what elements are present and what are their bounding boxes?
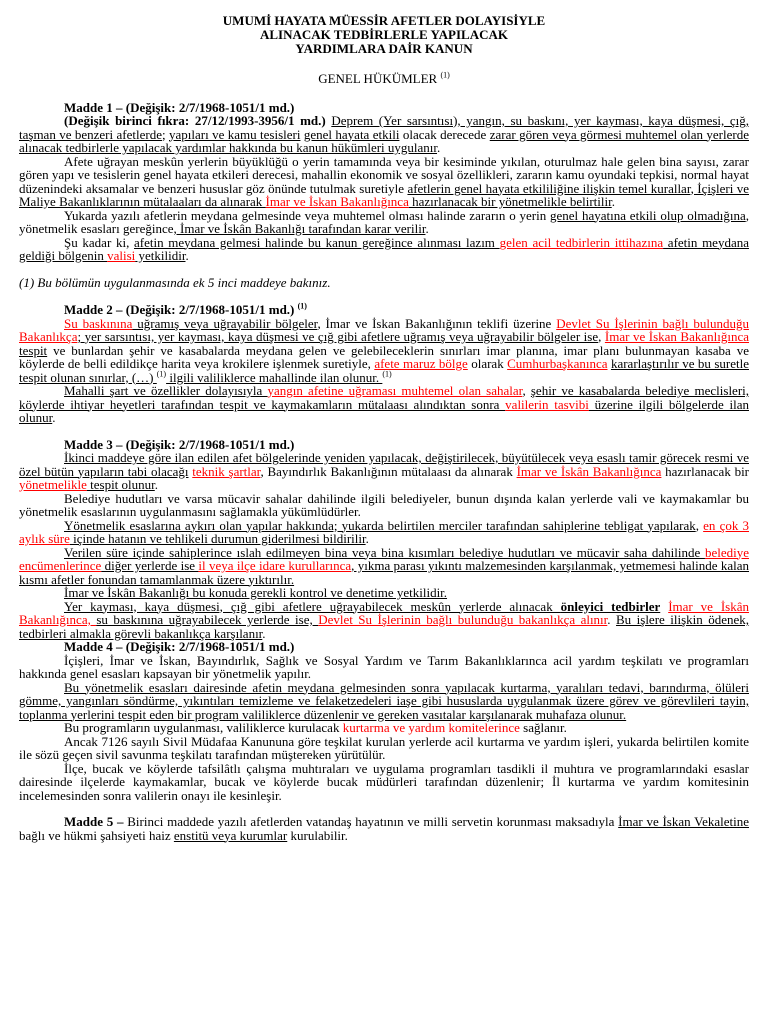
text-run: yer sarsıntısı, yer kayması, kaya düşmesi ve çığ gibi afetlere uğramış veya uğrayabilir bölgeler ise xyxy=(84,329,599,344)
text-run: önleyici tedbirler xyxy=(560,598,661,614)
text-run: hazırlanacak bir yönetmelikle belirtilir xyxy=(408,194,612,209)
article-3-paragraph-6 xyxy=(19,600,749,641)
text-run: en çok 3 aylık süre xyxy=(19,517,749,546)
text-run: İlçe, bucak ve köylerde tafsilâtlı çalışma muhtıraları ve uygulama programları tasdikli il muhtıra ve programlarındaki esaslar dairesinde ilçelerde kaymakamlar, bucak ve köylerde bucak müdürleri tarafından düzenlenir; İl kurtarma ve yardım komitesinin incelemesinden sonra valilerin onayı ile kesinleşir. xyxy=(19,760,749,803)
article-3-heading: Madde 3 – (Değişik: 2/7/1968-1051/1 md.) xyxy=(64,436,295,452)
text-run: teknik şartlar xyxy=(192,463,261,479)
article-1-paragraph-4 xyxy=(19,236,749,263)
section-heading-footnote-mark: (1) xyxy=(440,70,450,80)
text-run: İmar ve İskan Bakanlığınca xyxy=(604,329,749,344)
law-title xyxy=(19,14,749,56)
text-run: Bu programların uygulanması, valiliklerce kurulacak xyxy=(64,720,343,735)
text-run: Su baskınına xyxy=(64,315,133,331)
article-2-paragraph-1 xyxy=(19,317,749,385)
text-run: İmar ve İskân Bakanlığı bu konuda gerekli kontrol ve denetime yetkilidir. xyxy=(64,585,448,600)
text-run: . xyxy=(52,410,56,425)
text-run: Mahalli şart ve özellikler dolayısıyla xyxy=(64,383,268,398)
text-run: , Bayındırlık Bakanlığının mütalaası da alınarak xyxy=(260,463,517,479)
section-heading xyxy=(19,72,749,86)
text-run: Şu kadar ki, xyxy=(64,234,135,250)
text-run: . xyxy=(611,194,615,209)
text-run: Devlet Su İşlerinin bağlı bulunduğu bakanlıkça alınır xyxy=(318,612,608,627)
text-run: gelen acil tedbirlerin ittihazına xyxy=(499,234,664,250)
text-run: Yönetmelik esaslarına aykırı olan yapılar hakkında; yukarda belirtilen merciler tarafından sahiplerine tebligat yapılarak xyxy=(64,517,696,533)
text-run: valisi xyxy=(107,248,136,263)
article-5-paragraph-1 xyxy=(19,815,749,842)
article-4-paragraph-5 xyxy=(19,762,749,803)
text-run: kurulabilir. xyxy=(287,827,348,843)
text-run: yönetmelikle xyxy=(19,477,87,492)
text-run: Cumhurbaşkanınca xyxy=(507,356,608,371)
article-1-paragraph-1 xyxy=(19,114,749,155)
text-run: diğer yerlerde ise xyxy=(101,558,199,573)
text-run: Bu yönetmelik esasları dairesinde afetin meydana gelmesinden sonra yapılacak kurtarma, yaralıları tedavi, barındırma, ölüleri gömme, yangınları söndürme, yıkıntıları temizleme ve felaketzedeleri iaşe gibi hususlarda uygulanmak üzere görev ve görevlileri tayin, toplanma yerlerini tespit eden bir program valiliklerce düzenlenir ve gereken vasıtalar karşılanarak muhafaza olunur. xyxy=(19,679,749,722)
text-run: il veya ilçe idare kurullarınca xyxy=(198,558,352,573)
text-run: ; xyxy=(77,329,85,344)
text-run: İçişleri, İmar ve İskan, Bayındırlık, Sağlık ve Sosyal Yardım ve Tarım Bakanlıklarınca acil yardım teşkilatı ve programları hakkında genel esasları kapsayan bir yönetmelik yapılır. xyxy=(19,652,749,681)
text-run: genel hayata etkili xyxy=(303,126,400,142)
article-2-paragraph-2 xyxy=(19,384,749,425)
text-run: Birinci maddede yazılı afetlerden vatandaş hayatının ve milli servetin korunması maksadıyla xyxy=(127,814,619,829)
article-2-heading-footnote-mark: (1) xyxy=(297,301,307,311)
article-3-paragraph-1 xyxy=(19,451,749,492)
article-2-heading-text: Madde 2 – (Değişik: 2/7/1968-1051/1 md.) xyxy=(64,302,298,317)
text-run: genel hayatına etkili olup olmadığına xyxy=(550,207,746,223)
article-2-heading xyxy=(19,303,749,317)
text-run: . xyxy=(607,612,617,627)
text-run: su baskınına uğrayabilecek yerlerde ise, xyxy=(96,612,319,627)
text-run: yetkilidir xyxy=(135,248,186,263)
section-heading-text: GENEL HÜKÜMLER xyxy=(318,71,441,86)
text-run: Yer kayması, kaya düşmesi, çığ gibi afetlere uğrayabilecek meskûn yerlerde alınacak xyxy=(64,598,561,614)
text-run: valilerin tasvibi xyxy=(505,396,589,412)
footnote-1: (1) Bu bölümün uygulanmasında ek 5 inci maddeye bakınız. xyxy=(19,274,331,290)
text-run: bağlı ve hükmi şahsiyeti haiz xyxy=(19,827,174,843)
text-run: (Değişik birinci fıkra: 27/12/1993-3956/1 md.) xyxy=(64,113,332,128)
text-run: kurtarma ve yardım komitelerince xyxy=(342,720,520,735)
text-run: . xyxy=(185,248,189,263)
text-run: . xyxy=(437,140,441,155)
text-run: . xyxy=(365,531,369,546)
text-run: İmar ve İskân Bakanlığınca xyxy=(516,463,662,479)
text-run: hazırlanacak bir xyxy=(661,463,750,479)
text-run: olarak xyxy=(467,356,508,371)
law-title-line-3: YARDIMLARA DAİR KANUN xyxy=(295,41,473,56)
law-title-line-2: ALINACAK TEDBİRLERLE YAPILACAK xyxy=(259,27,508,42)
text-run: afetlerin genel hayata etkililiğine ilişkin temel kurallar, İçişleri ve Maliye Bakanlıklarının mütalaaları da alınarak xyxy=(19,180,749,209)
text-run: yapıları ve kamu tesisleri xyxy=(169,126,301,142)
text-run: . xyxy=(262,625,266,641)
text-run: İkinci maddeye göre ilan edilen afet bölgelerinde yeniden yapılacak, değiştirilecek, büyütülecek veya esaslı tamir görecek resmi ve özel bütün yapıların tabi olacağı xyxy=(19,450,749,479)
text-run: . xyxy=(425,221,429,236)
text-run: İmar ve İskan Vekaletine xyxy=(618,814,749,829)
text-run: Deprem (Yer sarsıntısı), yangın, su baskını, yer kayması, kaya düşmesi, çığ, taşman ve benzeri afetlerde xyxy=(19,113,749,142)
text-run: şehir ve kasabalarda belediye meclisleri, köylerde ihtiyar heyetleri tarafından tespit ve kaymakamların mütalaası alındıktan sonra xyxy=(19,383,750,412)
text-run: Bu işlere ilişkin ödenek, tedbirleri almakla görevli bakanlıkça karşılanır xyxy=(19,612,750,641)
article-1-heading: Madde 1 – (Değişik: 2/7/1968-1051/1 md.) xyxy=(64,99,295,115)
article-1-paragraph-2 xyxy=(19,155,749,209)
document-page xyxy=(19,14,749,842)
article-3-paragraph-2 xyxy=(19,492,749,519)
text-run: Yukarda yazılı afetlerin meydana gelmesinde veya muhtemel olması halinde zararın o yerin xyxy=(64,207,551,223)
text-run: sağlanır. xyxy=(519,720,567,735)
text-run: İmar ve İskân Bakanlığınca, xyxy=(19,598,750,627)
article-1-paragraph-3 xyxy=(19,209,749,236)
text-run: , İmar ve İskan Bakanlığının teklifi üzerine xyxy=(317,315,557,331)
text-run: Devlet Su İşlerinin bağlı bulunduğu Bakanlıkça xyxy=(19,315,749,344)
text-run: İmar ve İskan Bakanlığınca xyxy=(265,194,409,209)
text-run: ve bunlardan şehir ve kasabalarda meydana gelen ve gelebileceklerin sınırları imar planına, imar planı bulunmayan kasaba ve köylerde de belli edildikçe harita veya krokilere işlenmek suretiyle, xyxy=(19,342,749,371)
text-run: , xyxy=(598,329,605,344)
text-run: Ancak 7126 sayılı Sivil Müdafaa Kanununa göre teşkilat kurulan yerlerde acil kurtarma ve yardım işleri, yukarda belirtilen komite ile sözü geçen sivil savunma teşkilatı tarafından müştereken yürütülür. xyxy=(19,733,749,762)
footnote-mark: (1) xyxy=(382,369,392,379)
text-run: , xyxy=(522,383,531,398)
text-run: afete maruz bölge xyxy=(374,356,468,371)
article-4-paragraph-4 xyxy=(19,735,749,762)
text-run: belediye encümenlerince xyxy=(19,544,749,573)
article-5-heading: Madde 5 – xyxy=(64,814,128,829)
article-3-paragraph-5 xyxy=(19,586,749,600)
text-run: Afete uğrayan meskûn yerlerin büyüklüğü o yerin tamamında veya bir kesiminde yıkılan, oturulmaz hale gelen bina sayısı, zarar gören yapı ve tesislerin genel hayata etkileri derecesi, mahallin ekonomik ve sosyal özellikleri, zararın kamu oyundaki tepkisi, normal hayat düzenindeki aksamalar ve benzeri hususlar göz önünde tutulmak suretiyle xyxy=(19,153,749,196)
text-run: kararlaştırılır ve bu suretle tespit olunan sınırlar, (…) xyxy=(19,356,750,385)
text-run: uğramış veya uğrayabilir bölgeler xyxy=(132,315,318,331)
text-run: enstitü veya kurumlar xyxy=(173,827,288,843)
article-4-heading: Madde 4 – (Değişik: 2/7/1968-1051/1 md.) xyxy=(64,639,295,654)
text-run: Verilen süre içinde sahiplerince ıslah edilmeyen bina veya bina kısımları belediye hudutları ve mücavir saha dahilinde xyxy=(64,544,705,560)
text-run: ilgili valiliklerce mahallinde ilan olunur. xyxy=(166,369,383,385)
text-run: afetin meydana gelmesi halinde bu kanun gereğince alınması lazım xyxy=(134,234,500,250)
text-run: Belediye hudutları ve varsa mücavir sahalar dahilinde ilgili belediyeler, bunun dışında kalan yerlerde vali ve kaymakamlar bu yönetmelik esaslarının uygulanmasını sağlamakla yükümlüdürler. xyxy=(19,490,749,519)
text-run: ; xyxy=(161,126,169,142)
article-4-paragraph-2 xyxy=(19,681,749,722)
text-run: , İmar ve İskân Bakanlığı tarafından karar verilir xyxy=(173,221,426,236)
article-5-body xyxy=(19,814,749,843)
text-run: tespit olunur xyxy=(86,477,155,492)
text-run: tespit xyxy=(19,342,48,358)
article-3-paragraph-4 xyxy=(19,546,749,587)
text-run: , yıkma parası yıkıntı malzemesinden karşılanmak, yetmemesi halinde kalan kısmı afetler fonundan tamamlanmak üzere yıktırılır. xyxy=(19,558,750,587)
article-3-paragraph-3 xyxy=(19,519,749,546)
article-4-paragraph-1 xyxy=(19,654,749,681)
text-run: zarar gören veya görmesi muhtemel olan yerlerde alınacak tedbirlerle yapılacak yardımlar hakkında bu kanun hükümleri uygulanır xyxy=(19,126,749,155)
text-run: , yönetmelik esasları gereğince xyxy=(19,207,749,236)
law-title-line-1: UMUMİ HAYATA MÜESSİR AFETLER DOLAYISİYLE xyxy=(222,13,546,28)
text-run: olacak derecede xyxy=(399,126,490,142)
text-run: içinde hatanın ve tehlikeli durumun giderilmesi bildirilir xyxy=(69,531,366,546)
text-run: . xyxy=(154,477,159,492)
footnote-mark: (1) xyxy=(156,369,167,379)
text-run: yangın afetine uğraması muhtemel olan sahalar xyxy=(267,383,523,398)
text-run: üzerine ilgili bölgelerde ilan olunur xyxy=(19,396,749,425)
article-4-paragraph-3 xyxy=(19,721,749,735)
text-run: afetin meydana geldiği bölgenin xyxy=(19,234,749,263)
text-run: , xyxy=(695,517,704,533)
